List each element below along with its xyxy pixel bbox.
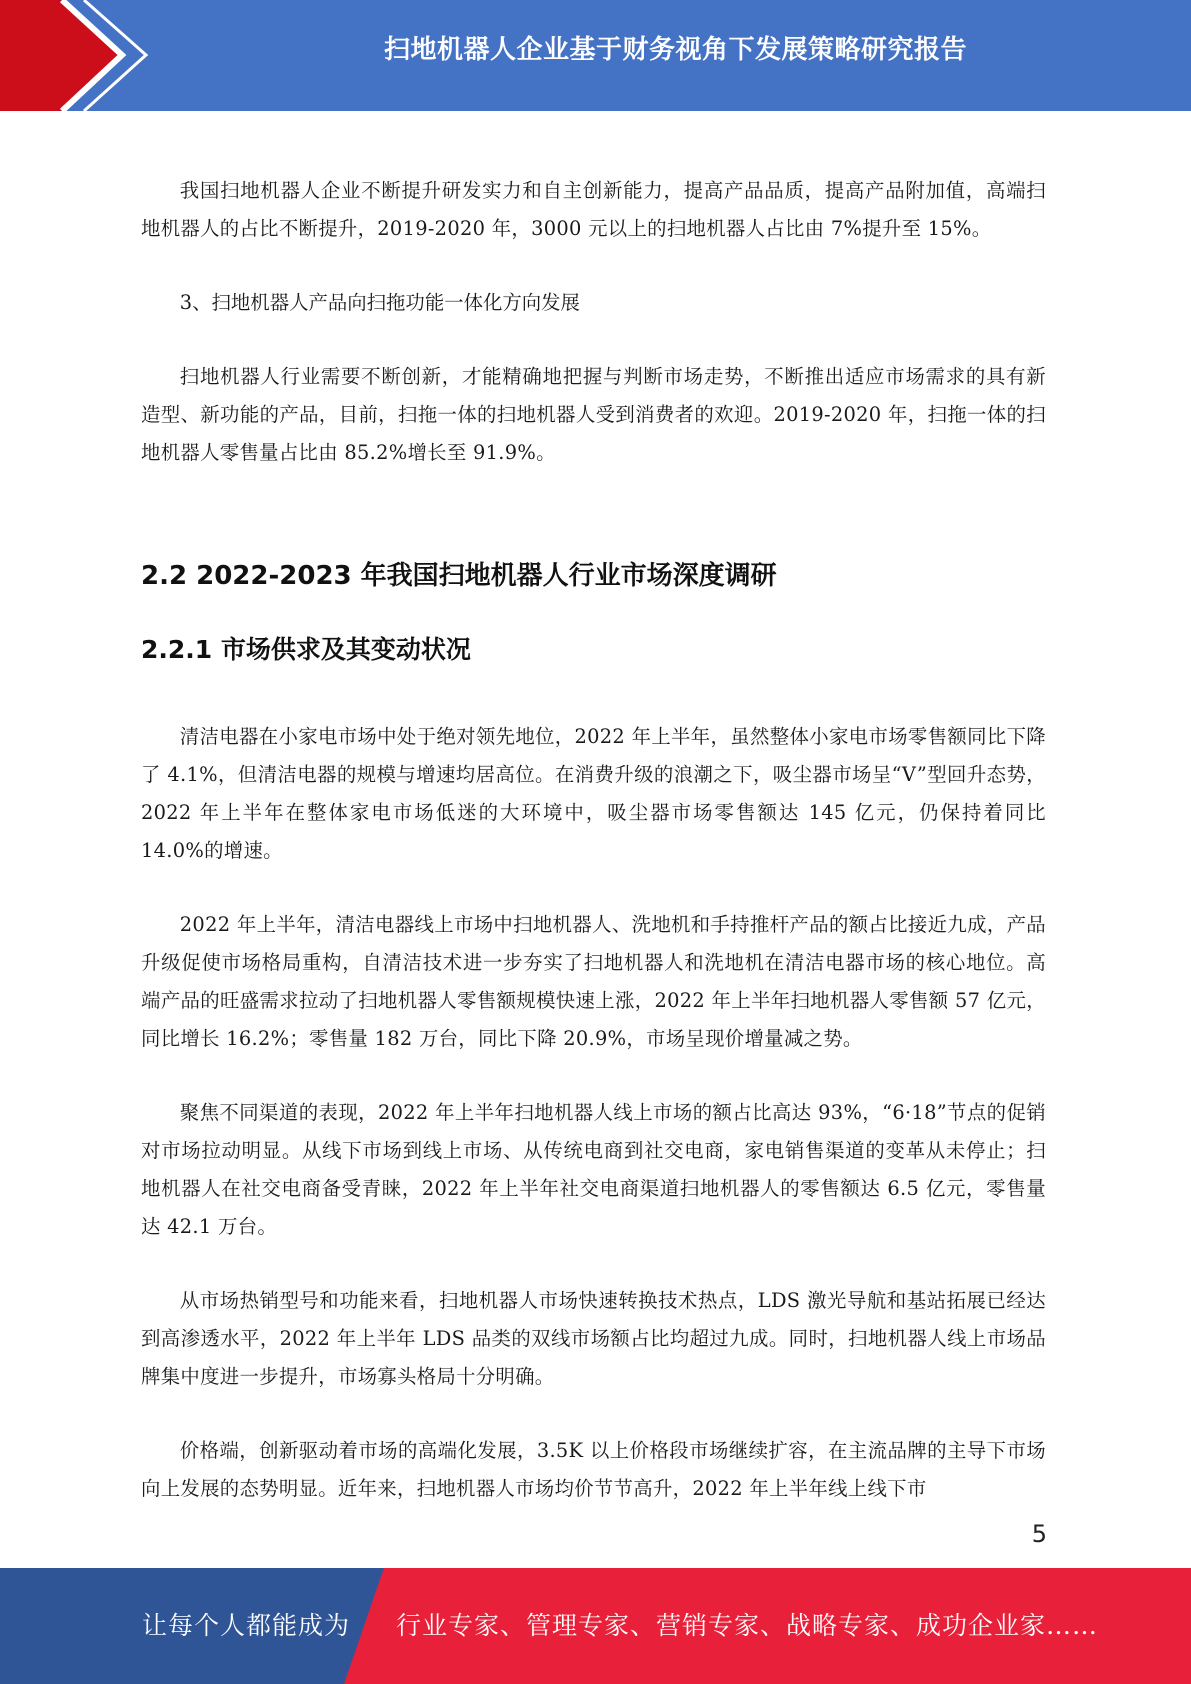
paragraph-channels: 聚焦不同渠道的表现，2022 年上半年扫地机器人线上市场的额占比高达 93%，“6·18”节点的促销对市场拉动明显。从线下市场到线上市场、从传统电商到社交电商，家电销售渠道的变革从未停止；扫地机器人在社交电商备受青睐，2022 年上半年社交电商渠道扫地机器人的零售额达 6.5 亿元，零售量达 42.1 万台。 <box>141 1101 1046 1238</box>
section-heading-2-2-1: 2.2.1 市场供求及其变动状况 <box>141 635 471 664</box>
paragraph-high-end-share: 我国扫地机器人企业不断提升研发实力和自主创新能力，提高产品品质，提高产品附加值，高端扫地机器人的占比不断提升，2019-2020 年，3000 元以上的扫地机器人占比由 7%提升至 15%。 <box>141 179 1046 240</box>
paragraph-cleaning-appliances: 清洁电器在小家电市场中处于绝对领先地位，2022 年上半年，虽然整体小家电市场零售额同比下降了 4.1%，但清洁电器的规模与增速均居高位。在消费升级的浪潮之下，吸尘器市场呈“V”型回升态势，2022 年上半年在整体家电市场低迷的大环境中，吸尘器市场零售额达 145 亿元，仍保持着同比 14.0%的增速。 <box>141 725 1046 862</box>
paragraph-pricing: 价格端，创新驱动着市场的高端化发展，3.5K 以上价格段市场继续扩容，在主流品牌的主导下市场向上发展的态势明显。近年来，扫地机器人市场均价节节高升，2022 年上半年线上线下市 <box>141 1439 1046 1500</box>
report-title: 扫地机器人企业基于财务视角下发展策略研究报告 <box>383 35 967 65</box>
footer-slogan-left: 让每个人都能成为 <box>142 1611 351 1640</box>
paragraph-sweep-mop-integration: 扫地机器人行业需要不断创新，才能精确地把握与判断市场走势，不断推出适应市场需求的具有新造型、新功能的产品，目前，扫拖一体的扫地机器人受到消费者的欢迎。2019-2020 年，扫拖一体的扫地机器人零售量占比由 85.2%增长至 91.9%。 <box>141 365 1046 464</box>
paragraph-online-market: 2022 年上半年，清洁电器线上市场中扫地机器人、洗地机和手持推杆产品的额占比接近九成，产品升级促使市场格局重构，自清洁技术进一步夯实了扫地机器人和洗地机在清洁电器市场的核心地位。高端产品的旺盛需求拉动了扫地机器人零售额规模快速上涨，2022 年上半年扫地机器人零售额 57 亿元，同比增长 16.2%；零售量 182 万台，同比下降 20.9%，市场呈现价增量减之势。 <box>141 913 1046 1050</box>
section-heading-2-2: 2.2 2022-2023 年我国扫地机器人行业市场深度调研 <box>141 561 777 591</box>
page-number: 5 <box>1031 1520 1047 1548</box>
paragraph-hot-models: 从市场热销型号和功能来看，扫地机器人市场快速转换技术热点，LDS 激光导航和基站拓展已经达到高渗透水平，2022 年上半年 LDS 品类的双线市场额占比均超过九成。同时，扫地机器人线上市场品牌集中度进一步提升，市场寡头格局十分明确。 <box>141 1289 1046 1388</box>
list-item-sweep-mop-trend: 3、扫地机器人产品向扫拖功能一体化方向发展 <box>179 291 580 314</box>
footer-slogan-right: 行业专家、管理专家、营销专家、战略专家、成功企业家…… <box>396 1611 1099 1640</box>
page-body <box>141 172 1046 1508</box>
page-header <box>0 0 1191 111</box>
page-footer <box>0 1568 1191 1684</box>
